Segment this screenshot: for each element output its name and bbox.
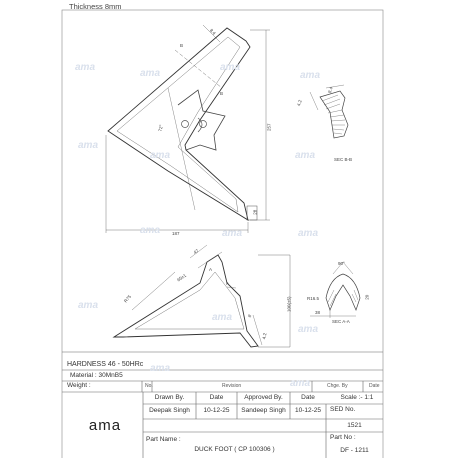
watermark: ama [75,62,96,73]
part-no-value: DF - 1211 [340,447,369,454]
angle-72: 72° [157,124,164,132]
dim-4-2: 4.2 [261,332,268,340]
dim-4-2: 4.2 [296,99,303,107]
dim-65: 65±1 [176,272,188,283]
dim-width-187: 187 [172,231,180,236]
drawn-by-label: Drawn By. [154,394,185,401]
watermark: ama [150,150,171,161]
watermark: ama [222,228,243,239]
side-view [114,245,290,347]
watermark: ama [295,150,316,161]
watermark: ama [300,70,321,81]
watermark: ama [78,140,99,151]
hardness-note: HARDNESS 46 - 50HRc [67,361,144,368]
revision-date-header: Date [369,383,380,389]
dim-height-257: 257 [266,123,272,132]
approved-by-label: Approved By. [244,394,283,401]
dim-20: 20 [364,294,370,300]
weight-note: Weight : [67,382,91,389]
dim-8-4: 8.4 [208,27,217,36]
watermark: ama [140,225,161,236]
date-label: Date [209,394,224,401]
angle-90: 90° [338,261,345,266]
change-by-header: Chge. By [327,383,348,389]
part-no-label: Part No : [330,434,356,441]
drawn-date-value: 10-12-25 [203,407,230,414]
approved-date-value: 10-12-25 [294,407,322,414]
revision-header: Revision [222,383,242,389]
section-label-a: A [209,267,213,272]
company-logo: ama [88,417,122,434]
watermark: ama [150,363,171,374]
section-label-b: B [180,43,184,48]
watermark: ama [212,312,233,323]
section-b-b-caption: SEC B-B [334,157,353,162]
watermark: ama [220,62,241,73]
part-name-label: Part Name : [146,436,181,443]
watermark: ama [290,378,311,389]
dim-r16-5: R16.5 [307,296,320,301]
sed-no-label: SED No. [330,406,356,413]
dim-8: 8 [246,313,253,319]
dim-47: 47 [192,248,200,256]
plan-view [106,25,270,233]
revision-no-header: No. [145,383,153,389]
dim-8-4: 8.4 [327,86,334,94]
watermark: ama [298,228,319,239]
section-label-a: A [226,281,230,286]
material-note: Material : 30MnB5 [70,372,123,379]
section-label-b: B [220,91,224,96]
section-a-a-caption: SEC A-A [332,319,350,324]
date-label: Date [301,394,315,401]
sed-no-value: 1521 [347,422,362,429]
watermark: ama [140,68,161,79]
dim-r75: R75 [122,293,133,304]
scale-label: Scale :- 1:1 [340,394,374,401]
drawn-by-value: Deepak Singh [149,407,190,414]
part-name-value: DUCK FOOT ( CP 100306 ) [194,446,275,453]
watermark: ama [298,324,319,335]
thickness-note: Thickness 8mm [69,2,122,11]
watermark: ama [78,300,99,311]
approved-by-value: Sandeep Singh [241,407,286,414]
dim-100: 100(±5) [286,296,292,312]
dim-38: 38 [315,310,321,315]
dim-28: 28 [252,209,258,215]
